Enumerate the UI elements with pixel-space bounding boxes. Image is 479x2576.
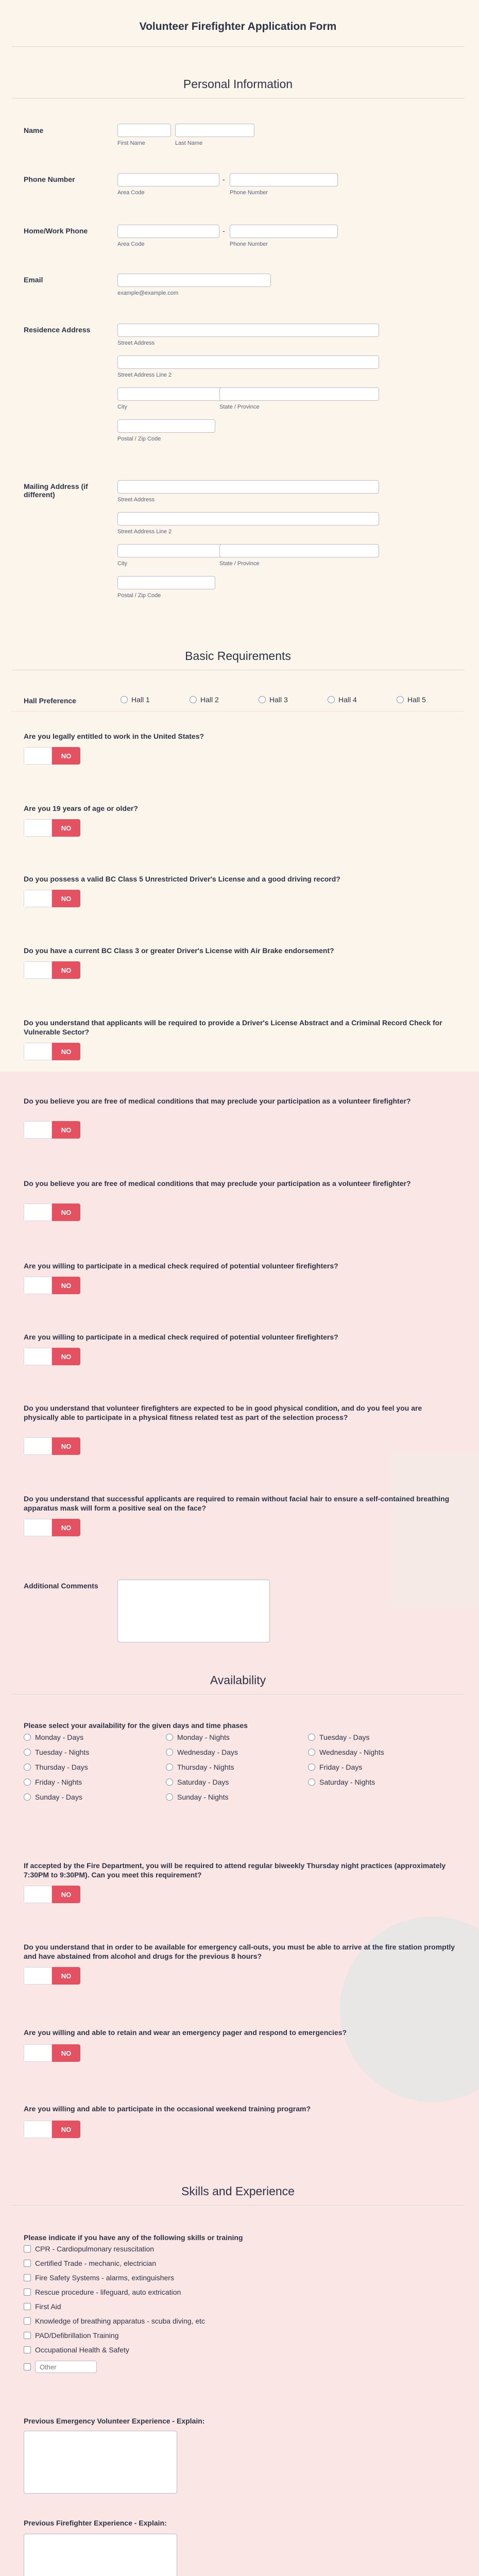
radio-circle [328,696,335,703]
skill-other[interactable] [24,2361,97,2373]
avail-label: Sunday - Days [35,1793,82,1801]
toggle-no-side: NO [52,2044,80,2062]
avail-monday-days[interactable] [24,1733,83,1741]
residence-postal-sublabel: Postal / Zip Code [117,436,161,442]
avail-label: Saturday - Days [177,1778,229,1786]
avail-label: Thursday - Days [35,1763,88,1771]
hall-1-label: Hall 1 [131,696,150,704]
medical-conditions-2-toggle[interactable] [24,1204,80,1221]
mailing-street2-input[interactable] [117,512,379,526]
additional-comments-label: Additional Comments [24,1582,98,1590]
toggle-yes-side [24,1967,52,1985]
skill-label: CPR - Cardiopulmonary resuscitation [35,2245,155,2253]
skills-divider [11,2205,465,2206]
skill-pad-defibrillation[interactable] [24,2331,118,2340]
avail-label: Monday - Nights [177,1733,230,1741]
question-age: Are you 19 years of age or older? [24,804,138,812]
toggle-yes-side [24,1519,52,1536]
toggle-yes-side [24,819,52,837]
toggle-yes-side [24,1886,52,1903]
question-call-outs: Do you understand that in order to be available for emergency call-outs, you must be able to arrive at the fire station promptly and have abstained from alcohol and drugs for the previous 8 hours? [24,1943,455,1960]
email-input[interactable] [117,274,271,287]
question-legally-entitled: Are you legally entitled to work in the United States? [24,732,204,740]
skill-label: Rescue procedure - lifeguard, auto extrication [35,2288,181,2296]
toggle-no-side: NO [52,2121,80,2138]
skill-breathing-apparatus[interactable] [24,2317,205,2325]
skill-cpr[interactable] [24,2245,154,2253]
question-class3-license: Do you have a current BC Class 3 or greater Driver's License with Air Brake endorsement? [24,946,334,955]
toggle-yes-side [24,1204,52,1221]
toggle-yes-side [24,890,52,907]
toggle-no-side: NO [52,1437,80,1455]
checkbox [24,2346,31,2353]
skill-label: Occupational Health & Safety [35,2346,129,2354]
call-outs-toggle[interactable] [24,1967,80,1985]
question-abstract-record-check: Do you understand that applicants will be required to provide a Driver's License Abstract and a Criminal Record Check for Vulnerable Sector? [24,1019,442,1036]
radio-circle [308,1778,315,1786]
question-physical-condition: Do you understand that volunteer firefighters are expected to be in good physical condition, and do you feel you are physically able to participate in a physical fitness related test as part of the selection process? [24,1404,422,1421]
avail-tuesday-days[interactable] [308,1733,370,1741]
mailing-street-sublabel: Street Address [117,497,155,503]
home-phone-number-input[interactable] [230,225,338,238]
checkbox [24,2260,31,2267]
legally-entitled-toggle[interactable] [24,747,80,765]
additional-comments-textarea[interactable] [117,1580,270,1642]
skill-label: First Aid [35,2302,61,2311]
skill-occupational-health[interactable] [24,2346,129,2354]
question-weekend-training: Are you willing and able to participate in the occasional weekend training program? [24,2105,311,2113]
toggle-no-side: NO [52,1348,80,1365]
skill-label: Certified Trade - mechanic, electrician [35,2259,156,2267]
mailing-label: Mailing Address (if different) [24,482,88,499]
residence-street-sublabel: Street Address [117,340,155,346]
question-medical-check-2: Are you willing to participate in a medical check required of potential volunteer firefighters? [24,1333,338,1341]
medical-check-2-toggle[interactable] [24,1348,80,1365]
last-name-sublabel: Last Name [175,140,203,146]
toggle-no-side: NO [52,1967,80,1985]
avail-thursday-days[interactable] [24,1763,88,1771]
hall-1-radio[interactable] [121,696,150,704]
last-name-input[interactable] [175,124,254,137]
toggle-yes-side [24,1043,52,1060]
mailing-postal-sublabel: Postal / Zip Code [117,592,161,599]
checkbox [24,2317,31,2325]
mailing-street2-sublabel: Street Address Line 2 [117,529,172,535]
toggle-no-side: NO [52,747,80,765]
section-personal: Personal Information [183,77,293,91]
email-sublabel: example@example.com [117,290,179,296]
avail-monday-nights[interactable] [166,1733,230,1741]
radio-circle [24,1778,31,1786]
checkbox [24,2303,31,2310]
phone-label: Phone Number [24,175,75,183]
radio-circle [308,1749,315,1756]
residence-label: Residence Address [24,326,91,334]
avail-friday-nights[interactable] [24,1778,82,1786]
skills-prompt: Please indicate if you have any of the following skills or training [24,2233,243,2242]
radio-circle [166,1749,173,1756]
mailing-state-sublabel: State / Province [219,561,260,567]
checkbox [24,2245,31,2252]
weekend-training-toggle[interactable] [24,2121,80,2138]
hall-preference-label: Hall Preference [24,697,76,705]
availability-prompt: Please select your availability for the given days and time phases [24,1721,248,1730]
toggle-no-side: NO [52,1519,80,1536]
background-circle-small [391,1453,479,1607]
age-toggle[interactable] [24,819,80,837]
residence-city-sublabel: City [117,404,127,410]
residence-street2-sublabel: Street Address Line 2 [117,372,172,378]
avail-tuesday-nights[interactable] [24,1748,89,1756]
avail-thursday-nights[interactable] [166,1763,234,1771]
residence-state-sublabel: State / Province [219,404,260,410]
residence-street2-input[interactable] [117,355,379,369]
avail-sunday-days[interactable] [24,1793,82,1801]
toggle-no-side: NO [52,1043,80,1060]
emergency-experience-textarea[interactable] [24,2431,177,2494]
avail-label: Friday - Nights [35,1778,82,1786]
toggle-no-side: NO [52,1121,80,1139]
phone-area-code-input[interactable] [117,173,219,187]
question-pager: Are you willing and able to retain and wear an emergency pager and respond to emergencies? [24,2028,347,2037]
medical-check-1-toggle[interactable] [24,1277,80,1294]
checkbox [24,2363,31,2370]
toggle-yes-side [24,1121,52,1139]
home-phone-dash: - [223,227,225,235]
class5-license-toggle[interactable] [24,890,80,907]
radio-circle [121,696,128,703]
residence-state-input[interactable] [219,387,379,401]
avail-label: Monday - Days [35,1733,84,1741]
mailing-city-sublabel: City [117,561,127,567]
toggle-no-side: NO [52,1886,80,1903]
skill-fire-safety[interactable] [24,2274,174,2282]
section-skills: Skills and Experience [181,2184,295,2198]
question-class5-license: Do you possess a valid BC Class 5 Unrestricted Driver's License and a good driving record? [24,875,340,883]
home-area-sublabel: Area Code [117,241,145,247]
form-title: Volunteer Firefighter Application Form [139,21,337,32]
checkbox [24,2274,31,2281]
hall-4-radio[interactable] [328,696,357,704]
toggle-yes-side [24,1277,52,1294]
email-label: Email [24,276,43,284]
physical-condition-toggle[interactable] [24,1437,80,1455]
mailing-postal-input[interactable] [117,576,215,589]
toggle-no-side: NO [52,1277,80,1294]
home-area-code-input[interactable] [117,225,219,238]
skill-certified-trade[interactable] [24,2259,156,2267]
section-basic: Basic Requirements [185,649,291,663]
home-number-sublabel: Phone Number [230,241,268,247]
home-phone-label: Home/Work Phone [24,227,88,235]
radio-circle [166,1793,173,1801]
avail-label: Friday - Days [319,1763,363,1771]
toggle-no-side: NO [52,819,80,837]
radio-circle [308,1734,315,1741]
toggle-no-side: NO [52,961,80,979]
radio-circle [397,696,404,703]
toggle-yes-side [24,1348,52,1365]
pager-toggle[interactable] [24,2044,80,2062]
skill-rescue[interactable] [24,2288,181,2296]
mailing-state-input[interactable] [219,544,379,557]
phone-number-input[interactable] [230,173,338,187]
radio-circle [166,1778,173,1786]
hall-3-label: Hall 3 [269,696,288,704]
hall-3-radio[interactable] [259,696,288,704]
toggle-yes-side [24,961,52,979]
name-label: Name [24,126,44,134]
first-name-sublabel: First Name [117,140,145,146]
question-facial-hair: Do you understand that successful applicants are required to remain without facial hair to ensure a self-contained breathing apparatus mask will form a positive seal on the face? [24,1495,450,1512]
firefighter-experience-textarea[interactable] [24,2534,177,2576]
firefighter-experience-label: Previous Firefighter Experience - Explain: [24,2519,167,2527]
skill-label: Fire Safety Systems - alarms, extinguishers [35,2274,174,2282]
question-medical-conditions-1: Do you believe you are free of medical conditions that may preclude your participation as a volunteer firefighter? [24,1097,411,1105]
medical-conditions-1-toggle[interactable] [24,1121,80,1139]
toggle-yes-side [24,2121,52,2138]
toggle-yes-side [24,1437,52,1455]
facial-hair-toggle[interactable] [24,1519,80,1536]
residence-postal-input[interactable] [117,419,215,433]
radio-circle [259,696,266,703]
thursday-practices-toggle[interactable] [24,1886,80,1903]
abstract-record-check-toggle[interactable] [24,1043,80,1060]
avail-label: Wednesday - Nights [319,1748,384,1756]
avail-label: Thursday - Nights [177,1763,234,1771]
avail-sunday-nights[interactable] [166,1793,229,1801]
skill-other-input[interactable] [35,2361,97,2373]
checkbox [24,2289,31,2296]
toggle-no-side: NO [52,890,80,907]
first-name-input[interactable] [117,124,171,137]
class3-license-toggle[interactable] [24,961,80,979]
radio-circle [24,1734,31,1741]
question-medical-conditions-2: Do you believe you are free of medical conditions that may preclude your participation as a volunteer firefighter? [24,1179,411,1188]
hall-2-radio[interactable] [190,696,219,704]
avail-friday-days[interactable] [308,1763,362,1771]
toggle-yes-side [24,747,52,765]
radio-circle [166,1764,173,1771]
radio-circle [308,1764,315,1771]
radio-circle [24,1764,31,1771]
title-divider [11,46,465,47]
mailing-street-input[interactable] [117,480,379,494]
radio-circle [24,1749,31,1756]
hall-5-label: Hall 5 [407,696,426,704]
avail-label: Saturday - Nights [319,1778,375,1786]
toggle-no-side: NO [52,1204,80,1221]
radio-circle [166,1734,173,1741]
avail-wednesday-days[interactable] [166,1748,238,1756]
skill-first-aid[interactable] [24,2302,61,2311]
phone-dash: - [223,175,225,183]
avail-label: Tuesday - Days [319,1733,370,1741]
question-thursday-practices: If accepted by the Fire Department, you will be required to attend regular biweekly Thursday night practices (approximately 7:30PM to 9:30PM). Can you meet this requirement? [24,1861,446,1879]
radio-circle [190,696,197,703]
section-availability: Availability [210,1673,266,1687]
emergency-experience-label: Previous Emergency Volunteer Experience - Explain: [24,2417,205,2425]
radio-circle [24,1793,31,1801]
residence-street-input[interactable] [117,324,379,337]
avail-label: Tuesday - Nights [35,1748,90,1756]
skill-label: Knowledge of breathing apparatus - scuba diving, etc [35,2317,205,2325]
hall-5-radio[interactable] [397,696,426,704]
avail-saturday-days[interactable] [166,1778,229,1786]
avail-label: Wednesday - Days [177,1748,238,1756]
hall-4-label: Hall 4 [338,696,357,704]
hall-2-label: Hall 2 [200,696,219,704]
avail-saturday-nights[interactable] [308,1778,375,1786]
avail-label: Sunday - Nights [177,1793,229,1801]
skill-label: PAD/Defibrillation Training [35,2331,119,2340]
phone-area-sublabel: Area Code [117,190,145,196]
checkbox [24,2332,31,2339]
phone-number-sublabel: Phone Number [230,190,268,196]
toggle-yes-side [24,2044,52,2062]
avail-wednesday-nights[interactable] [308,1748,384,1756]
question-medical-check-1: Are you willing to participate in a medical check required of potential volunteer firefighters? [24,1262,338,1270]
